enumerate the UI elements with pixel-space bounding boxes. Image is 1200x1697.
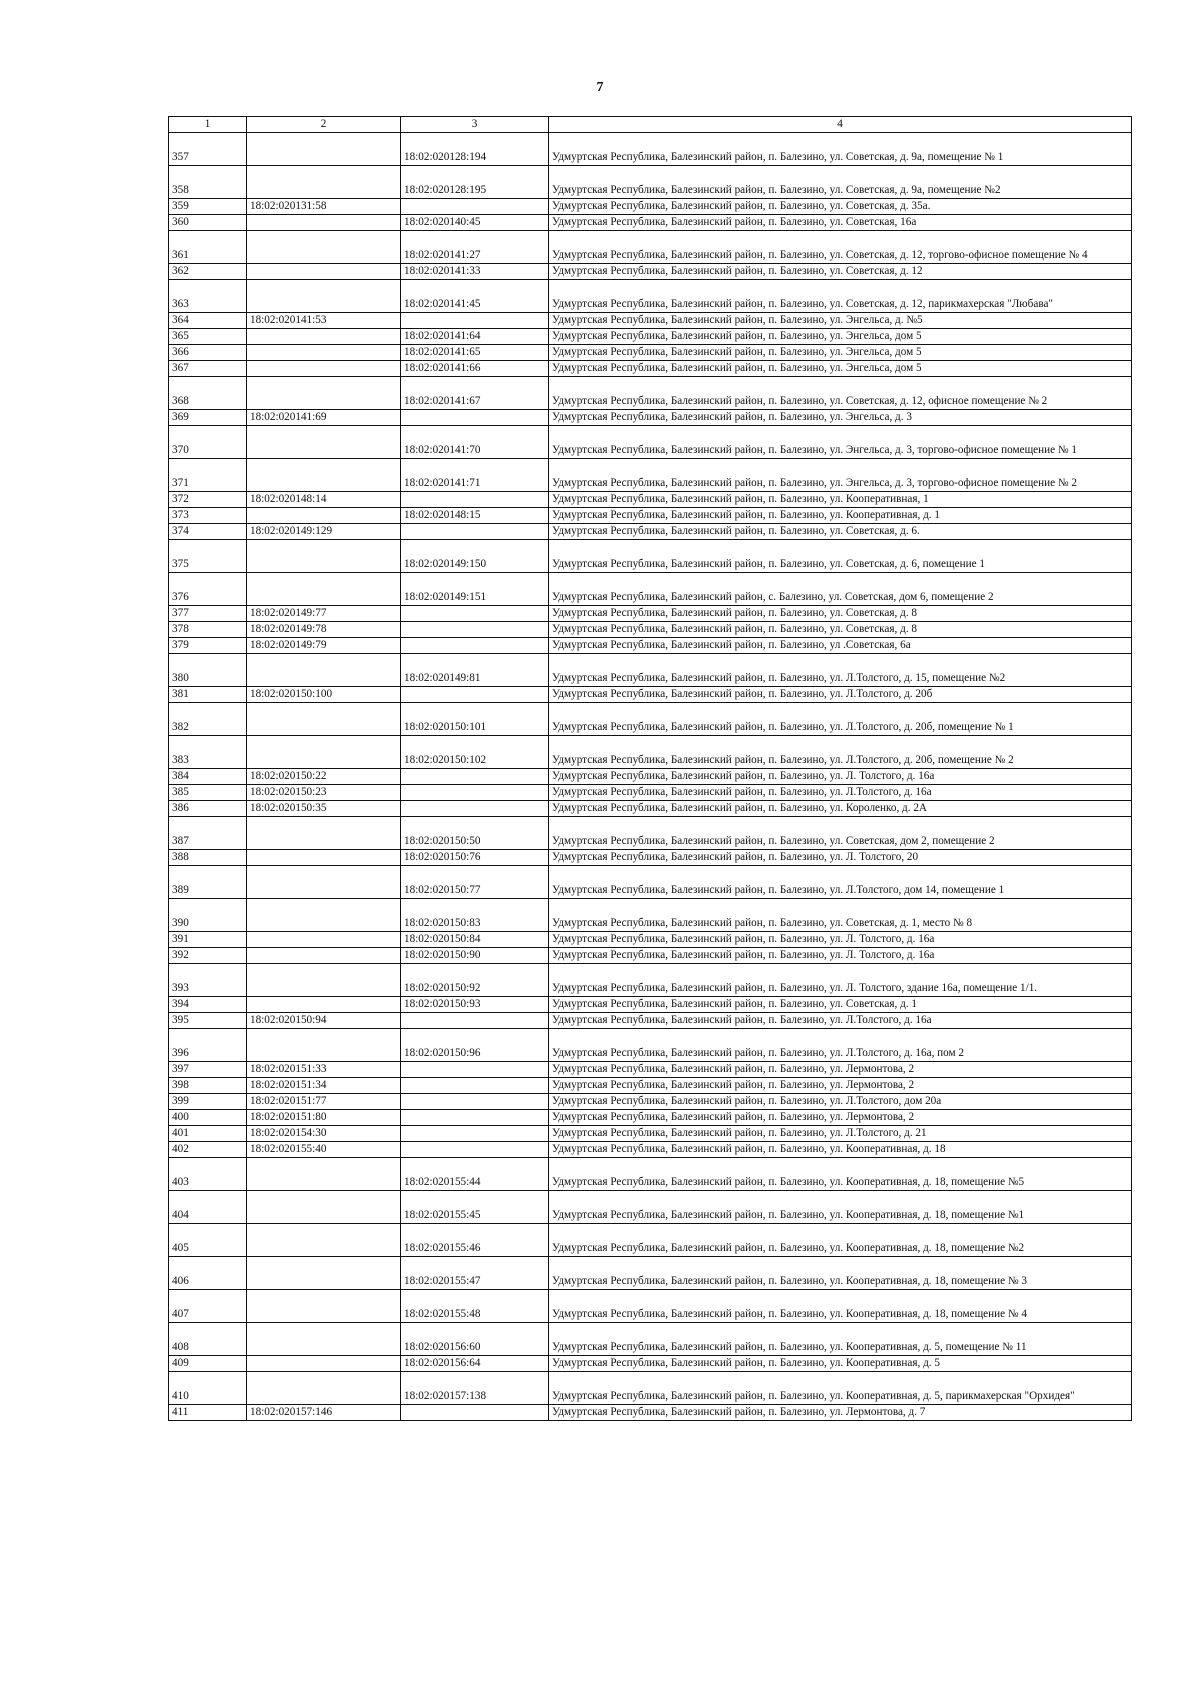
table-row	[169, 264, 1132, 280]
cadastral-number-cell	[247, 964, 401, 997]
address-cell: Удмуртская Республика, Балезинский район, п. Балезино, ул. Энгельса, д. 3, торгово-офисное помещение № 2	[549, 459, 1132, 492]
address-cell: Удмуртская Республика, Балезинский район, п. Балезино, ул. Короленко, д. 2А	[549, 801, 1132, 817]
table-row	[169, 508, 1132, 524]
table-row	[169, 703, 1132, 736]
row-number-cell: 367	[169, 361, 247, 377]
premises-cadastral-cell	[401, 1094, 549, 1110]
address-cell: Удмуртская Республика, Балезинский район, п. Балезино, ул. Л.Толстого, д. 21	[549, 1126, 1132, 1142]
cadastral-number-cell: 18:02:020151:34	[247, 1078, 401, 1094]
cadastral-number-cell: 18:02:020148:14	[247, 492, 401, 508]
premises-cadastral-cell: 18:02:020140:45	[401, 215, 549, 231]
row-number-cell: 403	[169, 1158, 247, 1191]
premises-cadastral-cell	[401, 492, 549, 508]
table-row	[169, 1029, 1132, 1062]
row-number-cell: 366	[169, 345, 247, 361]
row-number-cell: 384	[169, 769, 247, 785]
address-cell: Удмуртская Республика, Балезинский район, п. Балезино, ул. Советская, д. 12	[549, 264, 1132, 280]
cadastral-number-cell	[247, 426, 401, 459]
premises-cadastral-cell	[401, 638, 549, 654]
address-cell: Удмуртская Республика, Балезинский район, п. Балезино, ул. Лермонтова, д. 7	[549, 1405, 1132, 1421]
premises-cadastral-cell: 18:02:020128:195	[401, 166, 549, 199]
table-row	[169, 817, 1132, 850]
address-cell: Удмуртская Республика, Балезинский район, п. Балезино, ул. Кооперативная, д. 5, парикмахерская "Орхидея"	[549, 1372, 1132, 1405]
cadastral-number-cell: 18:02:020157:146	[247, 1405, 401, 1421]
premises-cadastral-cell: 18:02:020155:48	[401, 1290, 549, 1323]
premises-cadastral-cell: 18:02:020149:151	[401, 573, 549, 606]
table-row	[169, 932, 1132, 948]
cadastral-number-cell	[247, 573, 401, 606]
table-row	[169, 606, 1132, 622]
premises-cadastral-cell: 18:02:020150:101	[401, 703, 549, 736]
premises-cadastral-cell	[401, 1013, 549, 1029]
table-row	[169, 377, 1132, 410]
address-cell: Удмуртская Республика, Балезинский район, п. Балезино, ул. Энгельса, дом 5	[549, 361, 1132, 377]
row-number-cell: 396	[169, 1029, 247, 1062]
row-number-cell: 389	[169, 866, 247, 899]
address-cell: Удмуртская Республика, Балезинский район, п. Балезино, ул. Советская, д. 9а, помещение №2	[549, 166, 1132, 199]
premises-cadastral-cell	[401, 1405, 549, 1421]
address-cell: Удмуртская Республика, Балезинский район, п. Балезино, ул. Л.Толстого, дом 14, помещение 1	[549, 866, 1132, 899]
row-number-cell: 405	[169, 1224, 247, 1257]
table-body	[169, 133, 1132, 1421]
address-cell: Удмуртская Республика, Балезинский район, п. Балезино, ул. Кооперативная, д. 5	[549, 1356, 1132, 1372]
address-cell: Удмуртская Республика, Балезинский район, п. Балезино, ул. Советская, д. 12, торгово-офисное помещение № 4	[549, 231, 1132, 264]
cadastral-number-cell	[247, 1158, 401, 1191]
address-cell: Удмуртская Республика, Балезинский район, п. Балезино, ул .Советская, 6а	[549, 638, 1132, 654]
row-number-cell: 402	[169, 1142, 247, 1158]
cadastral-number-cell: 18:02:020155:40	[247, 1142, 401, 1158]
premises-cadastral-cell	[401, 785, 549, 801]
cadastral-number-cell	[247, 1191, 401, 1224]
address-cell: Удмуртская Республика, Балезинский район, п. Балезино, ул. Советская, д. 8	[549, 622, 1132, 638]
premises-cadastral-cell: 18:02:020141:65	[401, 345, 549, 361]
row-number-cell: 408	[169, 1323, 247, 1356]
premises-cadastral-cell: 18:02:020141:33	[401, 264, 549, 280]
premises-cadastral-cell	[401, 199, 549, 215]
premises-cadastral-cell: 18:02:020150:76	[401, 850, 549, 866]
cadastral-number-cell: 18:02:020150:35	[247, 801, 401, 817]
table-row	[169, 280, 1132, 313]
table-row	[169, 1126, 1132, 1142]
table-row	[169, 1158, 1132, 1191]
address-cell: Удмуртская Республика, Балезинский район, п. Балезино, ул. Лермонтова, 2	[549, 1062, 1132, 1078]
address-cell: Удмуртская Республика, Балезинский район, п. Балезино, ул. Советская, д. 12, парикмахерская "Любава"	[549, 280, 1132, 313]
address-cell: Удмуртская Республика, Балезинский район, п. Балезино, ул. Л. Толстого, здание 16а, помещение 1/1.	[549, 964, 1132, 997]
premises-cadastral-cell: 18:02:020156:64	[401, 1356, 549, 1372]
row-number-cell: 362	[169, 264, 247, 280]
cadastral-number-cell	[247, 1224, 401, 1257]
table-row	[169, 801, 1132, 817]
premises-cadastral-cell: 18:02:020155:47	[401, 1257, 549, 1290]
premises-cadastral-cell: 18:02:020150:90	[401, 948, 549, 964]
address-cell: Удмуртская Республика, Балезинский район, п. Балезино, ул. Энгельса, д. 3	[549, 410, 1132, 426]
row-number-cell: 357	[169, 133, 247, 166]
premises-cadastral-cell	[401, 313, 549, 329]
cadastral-number-cell	[247, 231, 401, 264]
row-number-cell: 393	[169, 964, 247, 997]
row-number-cell: 374	[169, 524, 247, 540]
cadastral-number-cell	[247, 736, 401, 769]
table-row	[169, 345, 1132, 361]
cadastral-number-cell	[247, 1029, 401, 1062]
cadastral-number-cell	[247, 377, 401, 410]
address-cell: Удмуртская Республика, Балезинский район, п. Балезино, ул. Л.Толстого, д. 20б	[549, 687, 1132, 703]
address-cell: Удмуртская Республика, Балезинский район, п. Балезино, ул. Советская, 16а	[549, 215, 1132, 231]
premises-cadastral-cell: 18:02:020148:15	[401, 508, 549, 524]
row-number-cell: 388	[169, 850, 247, 866]
cadastral-number-cell: 18:02:020151:33	[247, 1062, 401, 1078]
address-cell: Удмуртская Республика, Балезинский район, п. Балезино, ул. Советская, д. 1, место № 8	[549, 899, 1132, 932]
cadastral-number-cell	[247, 703, 401, 736]
cadastral-number-cell	[247, 280, 401, 313]
address-cell: Удмуртская Республика, Балезинский район, п. Балезино, ул. Кооперативная, д. 18	[549, 1142, 1132, 1158]
row-number-cell: 379	[169, 638, 247, 654]
row-number-cell: 390	[169, 899, 247, 932]
table-row	[169, 654, 1132, 687]
table-row	[169, 1323, 1132, 1356]
premises-cadastral-cell	[401, 622, 549, 638]
row-number-cell: 387	[169, 817, 247, 850]
cadastral-number-cell	[247, 345, 401, 361]
premises-cadastral-cell: 18:02:020141:70	[401, 426, 549, 459]
premises-cadastral-cell	[401, 1110, 549, 1126]
cadastral-number-cell: 18:02:020149:79	[247, 638, 401, 654]
table-row	[169, 426, 1132, 459]
address-cell: Удмуртская Республика, Балезинский район, п. Балезино, ул. Кооперативная, д. 5, помещение № 11	[549, 1323, 1132, 1356]
row-number-cell: 372	[169, 492, 247, 508]
table-row	[169, 1372, 1132, 1405]
row-number-cell: 371	[169, 459, 247, 492]
address-cell: Удмуртская Республика, Балезинский район, п. Балезино, ул. Л. Толстого, д. 16а	[549, 932, 1132, 948]
cadastral-number-cell	[247, 166, 401, 199]
cadastral-number-cell	[247, 899, 401, 932]
row-number-cell: 383	[169, 736, 247, 769]
row-number-cell: 365	[169, 329, 247, 345]
address-cell: Удмуртская Республика, Балезинский район, п. Балезино, ул. Кооперативная, д. 18, помещение №5	[549, 1158, 1132, 1191]
premises-cadastral-cell: 18:02:020141:64	[401, 329, 549, 345]
row-number-cell: 376	[169, 573, 247, 606]
premises-cadastral-cell: 18:02:020157:138	[401, 1372, 549, 1405]
row-number-cell: 370	[169, 426, 247, 459]
premises-cadastral-cell: 18:02:020150:92	[401, 964, 549, 997]
cadastral-number-cell	[247, 540, 401, 573]
row-number-cell: 364	[169, 313, 247, 329]
premises-cadastral-cell	[401, 524, 549, 540]
cadastral-number-cell	[247, 1372, 401, 1405]
address-cell: Удмуртская Республика, Балезинский район, п. Балезино, ул. Советская, д. 35а.	[549, 199, 1132, 215]
row-number-cell: 409	[169, 1356, 247, 1372]
row-number-cell: 401	[169, 1126, 247, 1142]
cadastral-number-cell: 18:02:020150:94	[247, 1013, 401, 1029]
table-row	[169, 215, 1132, 231]
premises-cadastral-cell	[401, 801, 549, 817]
premises-cadastral-cell: 18:02:020150:96	[401, 1029, 549, 1062]
cadastral-number-cell	[247, 329, 401, 345]
cadastral-number-cell: 18:02:020141:69	[247, 410, 401, 426]
table-row	[169, 199, 1132, 215]
table-row	[169, 1356, 1132, 1372]
premises-cadastral-cell	[401, 1142, 549, 1158]
address-cell: Удмуртская Республика, Балезинский район, п. Балезино, ул. Энгельса, д. 3, торгово-офисное помещение № 1	[549, 426, 1132, 459]
row-number-cell: 377	[169, 606, 247, 622]
row-number-cell: 373	[169, 508, 247, 524]
address-cell: Удмуртская Республика, Балезинский район, п. Балезино, ул. Советская, д. 6, помещение 1	[549, 540, 1132, 573]
address-cell: Удмуртская Республика, Балезинский район, п. Балезино, ул. Л.Толстого, д. 15, помещение №2	[549, 654, 1132, 687]
cadastral-number-cell	[247, 817, 401, 850]
premises-cadastral-cell	[401, 769, 549, 785]
row-number-cell: 363	[169, 280, 247, 313]
row-number-cell: 382	[169, 703, 247, 736]
premises-cadastral-cell: 18:02:020141:45	[401, 280, 549, 313]
row-number-cell: 381	[169, 687, 247, 703]
row-number-cell: 375	[169, 540, 247, 573]
address-cell: Удмуртская Республика, Балезинский район, п. Балезино, ул. Лермонтова, 2	[549, 1078, 1132, 1094]
table-row	[169, 524, 1132, 540]
table-row	[169, 1110, 1132, 1126]
table-row	[169, 1257, 1132, 1290]
cadastral-number-cell: 18:02:020141:53	[247, 313, 401, 329]
table-row	[169, 1094, 1132, 1110]
premises-cadastral-cell: 18:02:020141:67	[401, 377, 549, 410]
row-number-cell: 407	[169, 1290, 247, 1323]
premises-cadastral-cell: 18:02:020141:27	[401, 231, 549, 264]
table-row	[169, 736, 1132, 769]
premises-cadastral-cell: 18:02:020149:81	[401, 654, 549, 687]
cadastral-number-cell: 18:02:020150:23	[247, 785, 401, 801]
premises-cadastral-cell: 18:02:020150:50	[401, 817, 549, 850]
table-header	[169, 117, 1132, 133]
table-row	[169, 329, 1132, 345]
table-row	[169, 313, 1132, 329]
address-cell: Удмуртская Республика, Балезинский район, п. Балезино, ул. Кооперативная, д. 1	[549, 508, 1132, 524]
premises-cadastral-cell: 18:02:020128:194	[401, 133, 549, 166]
cadastral-number-cell: 18:02:020154:30	[247, 1126, 401, 1142]
row-number-cell: 359	[169, 199, 247, 215]
table-row	[169, 850, 1132, 866]
premises-cadastral-cell: 18:02:020150:93	[401, 997, 549, 1013]
table-row	[169, 1191, 1132, 1224]
row-number-cell: 410	[169, 1372, 247, 1405]
table-row	[169, 769, 1132, 785]
address-cell: Удмуртская Республика, Балезинский район, п. Балезино, ул. Л.Толстого, д. 16а, пом 2	[549, 1029, 1132, 1062]
table-row	[169, 1013, 1132, 1029]
row-number-cell: 378	[169, 622, 247, 638]
cadastral-number-cell	[247, 508, 401, 524]
table-row	[169, 1224, 1132, 1257]
table-row	[169, 1142, 1132, 1158]
address-cell: Удмуртская Республика, Балезинский район, п. Балезино, ул. Кооперативная, д. 18, помещение № 4	[549, 1290, 1132, 1323]
premises-cadastral-cell: 18:02:020150:84	[401, 932, 549, 948]
table-row	[169, 948, 1132, 964]
premises-cadastral-cell	[401, 1078, 549, 1094]
registry-table	[168, 116, 1132, 1421]
cadastral-number-cell: 18:02:020150:100	[247, 687, 401, 703]
cadastral-number-cell	[247, 948, 401, 964]
address-cell: Удмуртская Республика, Балезинский район, п. Балезино, ул. Энгельса, дом 5	[549, 345, 1132, 361]
address-cell: Удмуртская Республика, Балезинский район, п. Балезино, ул. Л.Толстого, д. 20б, помещение № 2	[549, 736, 1132, 769]
table-row	[169, 492, 1132, 508]
cadastral-number-cell: 18:02:020151:77	[247, 1094, 401, 1110]
address-cell: Удмуртская Республика, Балезинский район, п. Балезино, ул. Л. Толстого, д. 16а	[549, 948, 1132, 964]
row-number-cell: 404	[169, 1191, 247, 1224]
premises-cadastral-cell: 18:02:020149:150	[401, 540, 549, 573]
row-number-cell: 380	[169, 654, 247, 687]
table-row	[169, 1062, 1132, 1078]
table-row	[169, 1405, 1132, 1421]
cadastral-number-cell	[247, 1257, 401, 1290]
page-number: 7	[596, 80, 604, 95]
cadastral-number-cell: 18:02:020131:58	[247, 199, 401, 215]
row-number-cell: 398	[169, 1078, 247, 1094]
row-number-cell: 395	[169, 1013, 247, 1029]
premises-cadastral-cell	[401, 1126, 549, 1142]
address-cell: Удмуртская Республика, Балезинский район, п. Балезино, ул. Советская, д. 8	[549, 606, 1132, 622]
premises-cadastral-cell	[401, 606, 549, 622]
row-number-cell: 369	[169, 410, 247, 426]
table-row	[169, 1290, 1132, 1323]
cadastral-number-cell: 18:02:020149:129	[247, 524, 401, 540]
cadastral-number-cell	[247, 459, 401, 492]
address-cell: Удмуртская Республика, Балезинский район, п. Балезино, ул. Кооперативная, д. 18, помещение № 3	[549, 1257, 1132, 1290]
table-row	[169, 997, 1132, 1013]
address-cell: Удмуртская Республика, Балезинский район, с. Балезино, ул. Советская, дом 6, помещение 2	[549, 573, 1132, 606]
row-number-cell: 360	[169, 215, 247, 231]
row-number-cell: 391	[169, 932, 247, 948]
cadastral-number-cell: 18:02:020149:78	[247, 622, 401, 638]
premises-cadastral-cell: 18:02:020150:102	[401, 736, 549, 769]
table-row	[169, 573, 1132, 606]
address-cell: Удмуртская Республика, Балезинский район, п. Балезино, ул. Советская, д. 6.	[549, 524, 1132, 540]
cadastral-number-cell	[247, 1356, 401, 1372]
column-header-2: 2	[247, 117, 401, 133]
column-header-4: 4	[549, 117, 1132, 133]
cadastral-number-cell	[247, 932, 401, 948]
address-cell: Удмуртская Республика, Балезинский район, п. Балезино, ул. Энгельса, дом 5	[549, 329, 1132, 345]
row-number-cell: 406	[169, 1257, 247, 1290]
row-number-cell: 368	[169, 377, 247, 410]
address-cell: Удмуртская Республика, Балезинский район, п. Балезино, ул. Лермонтова, 2	[549, 1110, 1132, 1126]
address-cell: Удмуртская Республика, Балезинский район, п. Балезино, ул. Советская, д. 9а, помещение № 1	[549, 133, 1132, 166]
table-row	[169, 866, 1132, 899]
row-number-cell: 392	[169, 948, 247, 964]
cadastral-number-cell: 18:02:020149:77	[247, 606, 401, 622]
table-row	[169, 540, 1132, 573]
address-cell: Удмуртская Республика, Балезинский район, п. Балезино, ул. Кооперативная, д. 18, помещение №2	[549, 1224, 1132, 1257]
address-cell: Удмуртская Республика, Балезинский район, п. Балезино, ул. Л. Толстого, д. 16а	[549, 769, 1132, 785]
premises-cadastral-cell	[401, 410, 549, 426]
row-number-cell: 361	[169, 231, 247, 264]
row-number-cell: 358	[169, 166, 247, 199]
row-number-cell: 399	[169, 1094, 247, 1110]
cadastral-number-cell	[247, 1290, 401, 1323]
address-cell: Удмуртская Республика, Балезинский район, п. Балезино, ул. Советская, дом 2, помещение 2	[549, 817, 1132, 850]
premises-cadastral-cell: 18:02:020150:77	[401, 866, 549, 899]
table-row	[169, 785, 1132, 801]
cadastral-number-cell: 18:02:020150:22	[247, 769, 401, 785]
cadastral-number-cell	[247, 215, 401, 231]
address-cell: Удмуртская Республика, Балезинский район, п. Балезино, ул. Л.Толстого, д. 16а	[549, 1013, 1132, 1029]
address-cell: Удмуртская Республика, Балезинский район, п. Балезино, ул. Л.Толстого, д. 20б, помещение № 1	[549, 703, 1132, 736]
row-number-cell: 386	[169, 801, 247, 817]
table-row	[169, 133, 1132, 166]
table-row	[169, 166, 1132, 199]
table-row	[169, 459, 1132, 492]
table-row	[169, 622, 1132, 638]
address-cell: Удмуртская Республика, Балезинский район, п. Балезино, ул. Кооперативная, 1	[549, 492, 1132, 508]
premises-cadastral-cell: 18:02:020155:44	[401, 1158, 549, 1191]
table-row	[169, 687, 1132, 703]
cadastral-number-cell	[247, 654, 401, 687]
cadastral-number-cell: 18:02:020151:80	[247, 1110, 401, 1126]
premises-cadastral-cell: 18:02:020155:46	[401, 1224, 549, 1257]
table-row	[169, 964, 1132, 997]
table-row	[169, 638, 1132, 654]
cadastral-number-cell	[247, 264, 401, 280]
address-cell: Удмуртская Республика, Балезинский район, п. Балезино, ул. Энгельса, д. №5	[549, 313, 1132, 329]
address-cell: Удмуртская Республика, Балезинский район, п. Балезино, ул. Л.Толстого, дом 20а	[549, 1094, 1132, 1110]
table-row	[169, 410, 1132, 426]
premises-cadastral-cell: 18:02:020156:60	[401, 1323, 549, 1356]
row-number-cell: 385	[169, 785, 247, 801]
table-row	[169, 361, 1132, 377]
cadastral-number-cell	[247, 850, 401, 866]
premises-cadastral-cell: 18:02:020141:71	[401, 459, 549, 492]
row-number-cell: 400	[169, 1110, 247, 1126]
premises-cadastral-cell: 18:02:020155:45	[401, 1191, 549, 1224]
cadastral-number-cell	[247, 866, 401, 899]
address-cell: Удмуртская Республика, Балезинский район, п. Балезино, ул. Кооперативная, д. 18, помещение №1	[549, 1191, 1132, 1224]
premises-cadastral-cell: 18:02:020150:83	[401, 899, 549, 932]
address-cell: Удмуртская Республика, Балезинский район, п. Балезино, ул. Советская, д. 1	[549, 997, 1132, 1013]
address-cell: Удмуртская Республика, Балезинский район, п. Балезино, ул. Л.Толстого, д. 16а	[549, 785, 1132, 801]
table-row	[169, 899, 1132, 932]
address-cell: Удмуртская Республика, Балезинский район, п. Балезино, ул. Л. Толстого, 20	[549, 850, 1132, 866]
premises-cadastral-cell	[401, 687, 549, 703]
column-header-1: 1	[169, 117, 247, 133]
cadastral-number-cell	[247, 361, 401, 377]
row-number-cell: 411	[169, 1405, 247, 1421]
row-number-cell: 394	[169, 997, 247, 1013]
address-cell: Удмуртская Республика, Балезинский район, п. Балезино, ул. Советская, д. 12, офисное помещение № 2	[549, 377, 1132, 410]
row-number-cell: 397	[169, 1062, 247, 1078]
cadastral-number-cell	[247, 133, 401, 166]
column-header-3: 3	[401, 117, 549, 133]
cadastral-number-cell	[247, 1323, 401, 1356]
table-row	[169, 1078, 1132, 1094]
premises-cadastral-cell	[401, 1062, 549, 1078]
table-row	[169, 231, 1132, 264]
premises-cadastral-cell: 18:02:020141:66	[401, 361, 549, 377]
cadastral-number-cell	[247, 997, 401, 1013]
